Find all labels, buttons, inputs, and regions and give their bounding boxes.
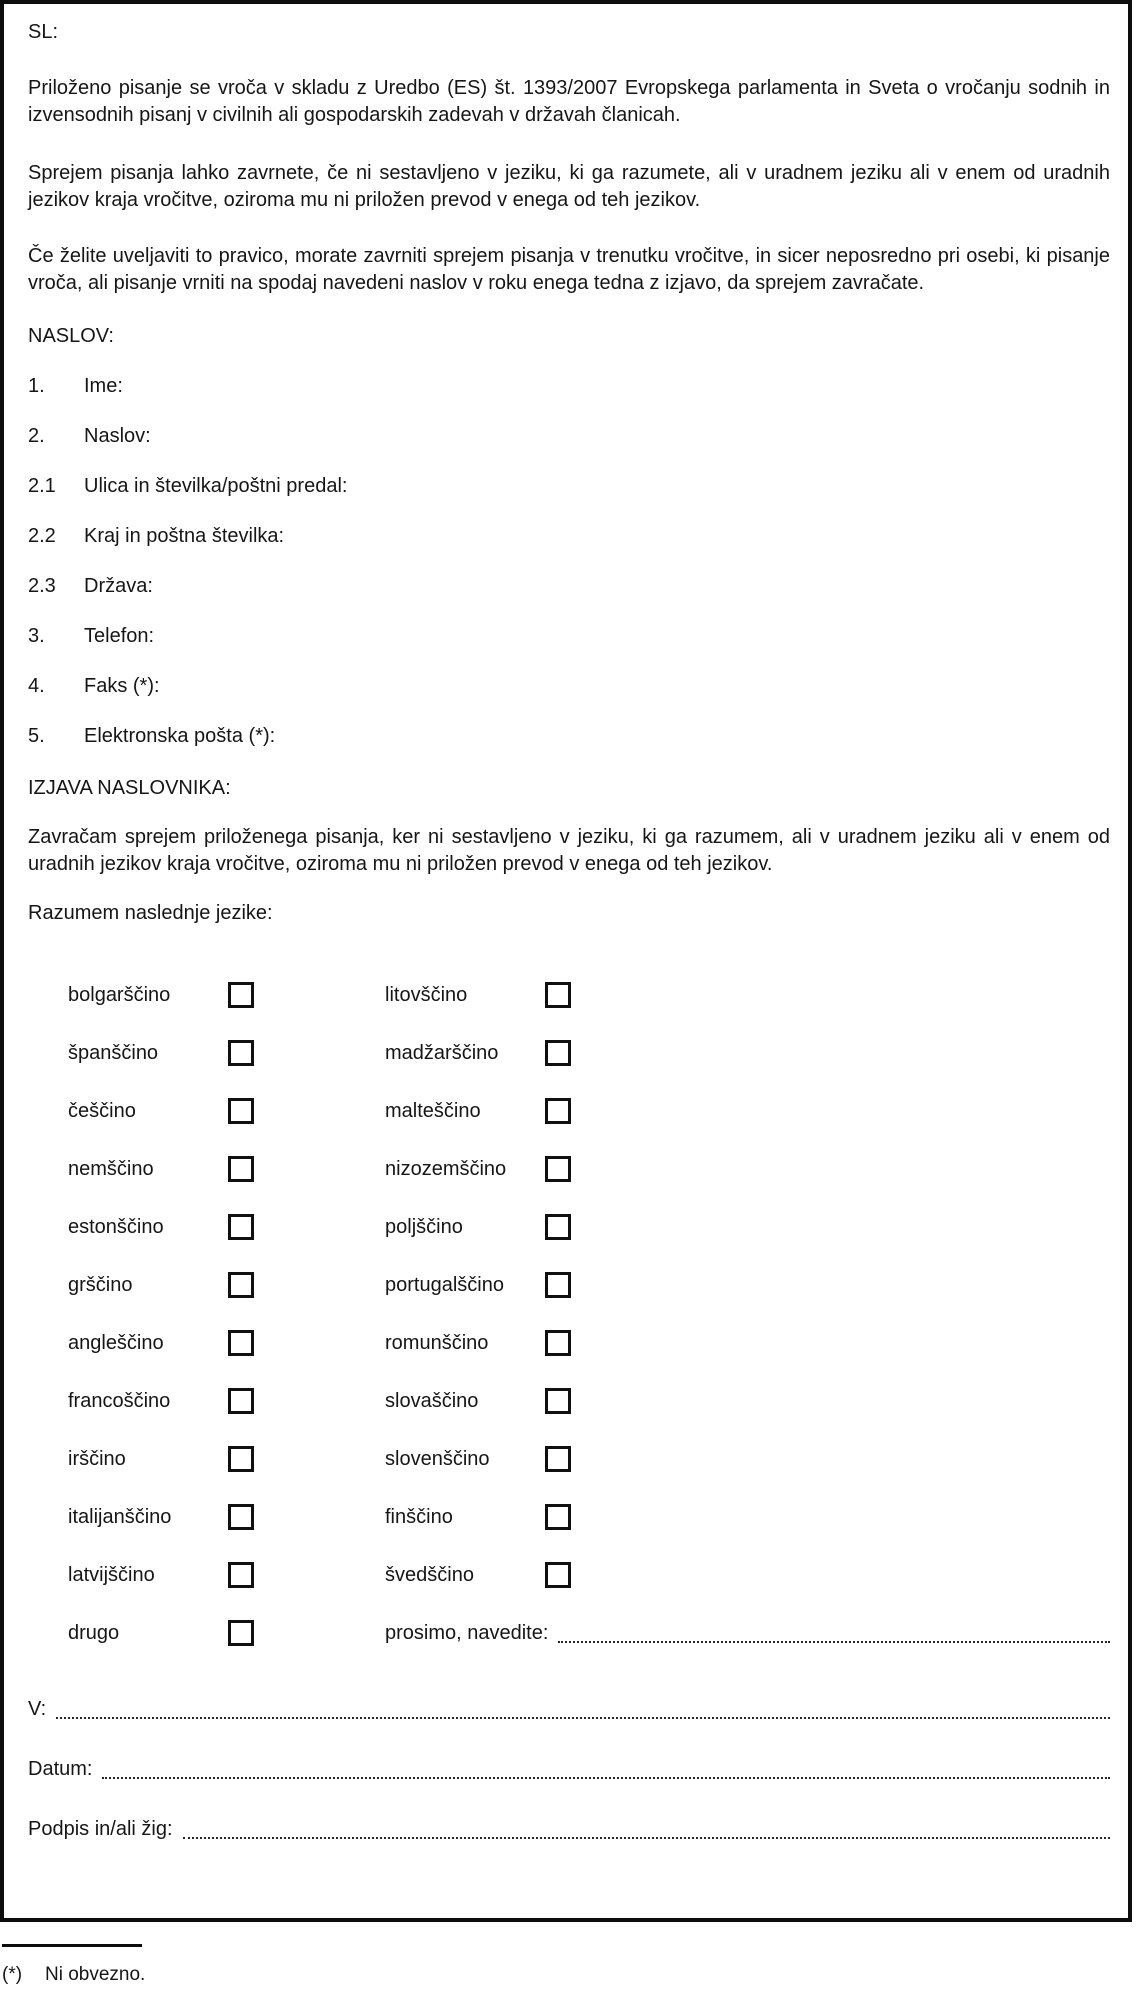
field-label: Elektronska pošta (*): — [84, 725, 276, 747]
checkbox-lithuanian[interactable] — [545, 982, 571, 1008]
checkbox-french[interactable] — [228, 1388, 254, 1414]
footnote — [2, 1944, 1102, 1988]
date-field-line[interactable] — [102, 1777, 1110, 1779]
checkbox-greek[interactable] — [228, 1272, 254, 1298]
language-row — [68, 1502, 1110, 1532]
checkbox-maltese[interactable] — [545, 1098, 571, 1124]
field-number: 2.3 — [28, 575, 56, 597]
field-label: Država: — [84, 575, 153, 597]
signature-stamp-field-label: Podpis in/ali žig: — [28, 1818, 173, 1840]
checkbox-slovenian[interactable] — [545, 1446, 571, 1472]
field-address — [28, 423, 1110, 450]
language-code-label: SL: — [28, 21, 59, 43]
language-label: španščino — [68, 1041, 159, 1064]
checkbox-estonian[interactable] — [228, 1214, 254, 1240]
signature-section — [28, 1696, 1110, 1843]
footnote-divider — [2, 1944, 142, 1947]
checkbox-portuguese[interactable] — [545, 1272, 571, 1298]
field-email — [28, 723, 1110, 750]
language-label: bolgarščino — [68, 983, 171, 1006]
language-label: finščino — [385, 1505, 453, 1528]
field-street — [28, 473, 1110, 500]
language-label: slovaščino — [385, 1389, 479, 1412]
language-label: litovščino — [385, 983, 468, 1006]
declaration-heading: IZJAVA NASLOVNIKA: — [28, 777, 231, 799]
checkbox-latvian[interactable] — [228, 1562, 254, 1588]
place-field-row — [28, 1696, 1110, 1723]
intro-paragraph-procedure: Če želite uveljaviti to pravico, morate zavrniti sprejem pisanja v trenutku vročitve, in sicer neposredno pri osebi, ki pisanje vroča, ali pisanje vrniti na spodaj navedeni naslov v roku enega tedna z izjavo, da sprejem zavračate. — [28, 245, 1110, 294]
field-number: 2.1 — [28, 475, 56, 497]
field-phone — [28, 623, 1110, 650]
footnote-marker: (*) — [2, 1964, 23, 1985]
language-label: grščino — [68, 1273, 133, 1296]
field-label: Ime: — [84, 375, 123, 397]
checkbox-polish[interactable] — [545, 1214, 571, 1240]
field-number: 2.2 — [28, 525, 56, 547]
signature-stamp-field-line[interactable] — [183, 1837, 1110, 1839]
language-row — [68, 1154, 1110, 1184]
checkbox-bulgarian[interactable] — [228, 982, 254, 1008]
checkbox-dutch[interactable] — [545, 1156, 571, 1182]
field-number: 5. — [28, 725, 45, 747]
language-label: švedščino — [385, 1563, 474, 1586]
language-row-other — [68, 1618, 1110, 1648]
field-label: Ulica in številka/poštni predal: — [84, 475, 348, 497]
other-language-specify-label: prosimo, navedite: — [385, 1621, 549, 1644]
checkbox-czech[interactable] — [228, 1098, 254, 1124]
language-row — [68, 980, 1110, 1010]
language-label: drugo — [68, 1621, 120, 1644]
field-city-postal-code — [28, 523, 1110, 550]
field-number: 1. — [28, 375, 45, 397]
language-label: latvijščino — [68, 1563, 155, 1586]
field-number: 3. — [28, 625, 45, 647]
other-language-specify-line[interactable] — [558, 1641, 1110, 1643]
language-label: angleščino — [68, 1331, 164, 1354]
language-label: portugalščino — [385, 1273, 504, 1296]
language-label: francoščino — [68, 1389, 171, 1412]
other-language-specify — [385, 1620, 1110, 1647]
intro-paragraph-refusal-right: Sprejem pisanja lahko zavrnete, če ni sestavljeno v jeziku, ki ga razumete, ali v uradnem jeziku ali v enem od uradnih jezikov kraja vročitve, oziroma mu ni priložen prevod v enega od teh jezikov. — [28, 162, 1110, 211]
field-name — [28, 373, 1110, 400]
address-heading: NASLOV: — [28, 325, 114, 347]
language-label: poljščino — [385, 1215, 463, 1238]
place-field-label: V: — [28, 1698, 47, 1720]
checkbox-swedish[interactable] — [545, 1562, 571, 1588]
checkbox-finnish[interactable] — [545, 1504, 571, 1530]
checkbox-german[interactable] — [228, 1156, 254, 1182]
field-label: Naslov: — [84, 425, 151, 447]
language-row — [68, 1444, 1110, 1474]
languages-intro: Razumem naslednje jezike: — [28, 902, 273, 924]
signature-stamp-field-row — [28, 1816, 1110, 1843]
language-label: malteščino — [385, 1099, 481, 1122]
language-row — [68, 1212, 1110, 1242]
language-row — [68, 1560, 1110, 1590]
footnote-text: Ni obvezno. — [45, 1964, 146, 1985]
date-field-label: Datum: — [28, 1758, 93, 1780]
field-fax — [28, 673, 1110, 700]
checkbox-slovak[interactable] — [545, 1388, 571, 1414]
language-row — [68, 1386, 1110, 1416]
checkbox-other[interactable] — [228, 1620, 254, 1646]
checkbox-italian[interactable] — [228, 1504, 254, 1530]
language-label: slovenščino — [385, 1447, 490, 1470]
field-number: 4. — [28, 675, 45, 697]
language-row — [68, 1328, 1110, 1358]
checkbox-spanish[interactable] — [228, 1040, 254, 1066]
language-row — [68, 1270, 1110, 1300]
intro-paragraph-regulation: Priloženo pisanje se vroča v skladu z Uredbo (ES) št. 1393/2007 Evropskega parlamenta in Sveta o vročanju sodnih in izvensodnih pisanj v civilnih ali gospodarskih zadevah v državah članicah. — [28, 77, 1110, 126]
date-field-row — [28, 1756, 1110, 1783]
language-row — [68, 1038, 1110, 1068]
footnote-row — [2, 1961, 1102, 1988]
checkbox-romanian[interactable] — [545, 1330, 571, 1356]
checkbox-english[interactable] — [228, 1330, 254, 1356]
checkbox-irish[interactable] — [228, 1446, 254, 1472]
language-label: romunščino — [385, 1331, 489, 1354]
language-label: nemščino — [68, 1157, 154, 1180]
field-number: 2. — [28, 425, 45, 447]
language-label: italijanščino — [68, 1505, 172, 1528]
language-label: nizozemščino — [385, 1157, 507, 1180]
language-label: estonščino — [68, 1215, 164, 1238]
language-checkbox-grid — [68, 980, 1110, 1648]
declaration-paragraph: Zavračam sprejem priloženega pisanja, ker ni sestavljeno v jeziku, ki ga razumem, ali v uradnem jeziku ali v enem od uradnih jezikov kraja vročitve, oziroma mu ni priložen prevod v enega od teh jezikov. — [28, 826, 1110, 875]
field-country — [28, 573, 1110, 600]
checkbox-hungarian[interactable] — [545, 1040, 571, 1066]
language-label: irščino — [68, 1447, 126, 1470]
language-label: češčino — [68, 1099, 136, 1122]
place-field-line[interactable] — [56, 1717, 1110, 1719]
field-label: Faks (*): — [84, 675, 160, 697]
language-label: madžarščino — [385, 1041, 499, 1064]
field-label: Telefon: — [84, 625, 155, 647]
language-row — [68, 1096, 1110, 1126]
field-label: Kraj in poštna številka: — [84, 525, 285, 547]
